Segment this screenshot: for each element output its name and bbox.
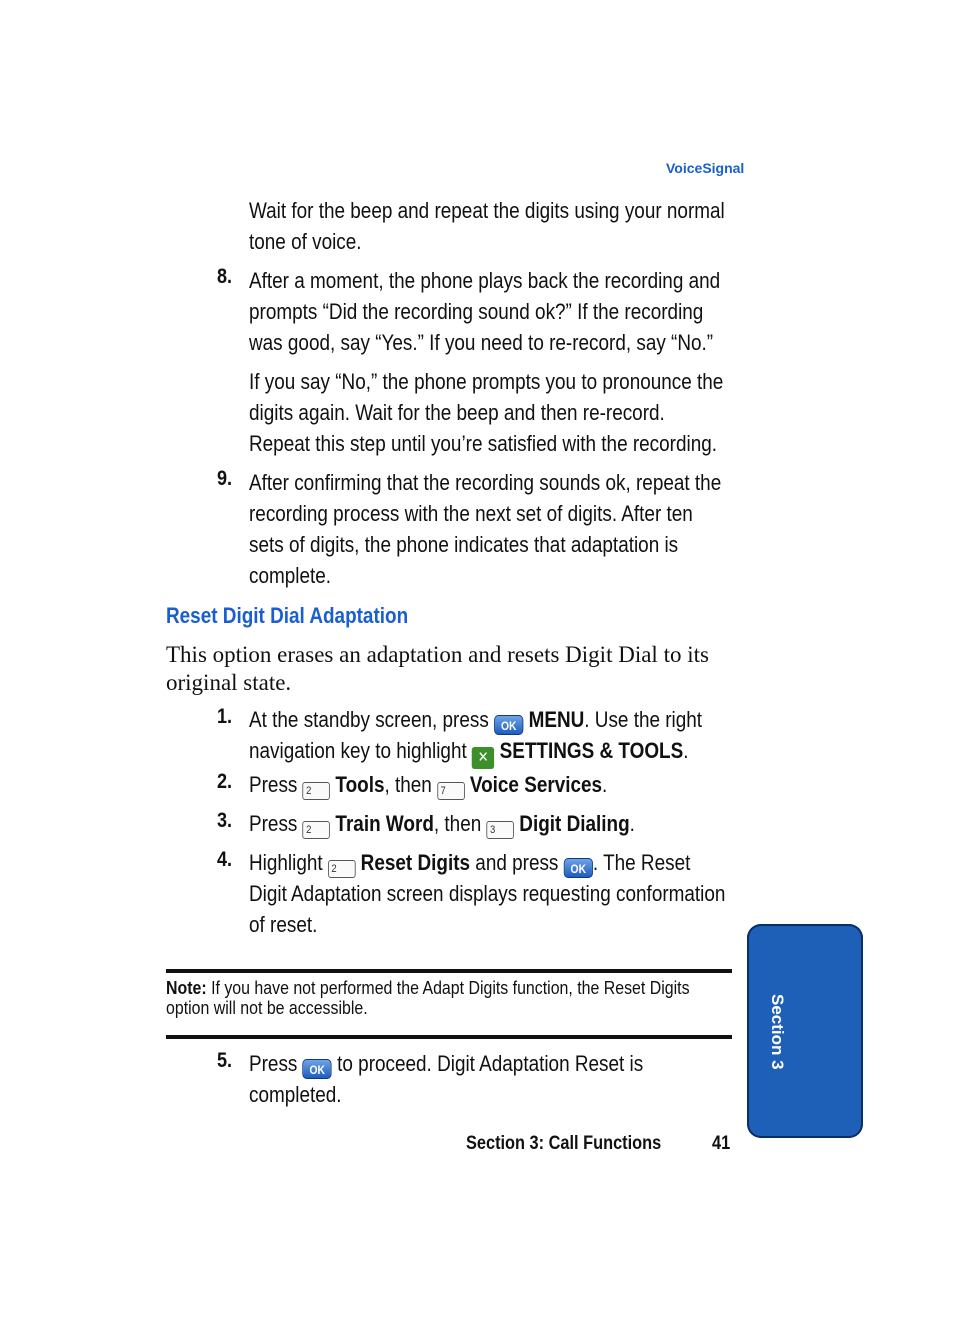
step-1-text: At the standby screen, press OK MENU. Use the right navigation key to highlight ✕ SETTINGS & TOOLS.	[249, 704, 702, 769]
page-number: 41	[712, 1133, 731, 1154]
key-3-icon: 3	[487, 821, 515, 839]
key-2-icon: 2	[328, 860, 356, 878]
step-3-text: Press 2 Train Word, then 3 Digit Dialing.	[249, 808, 635, 839]
settings-tools-icon: ✕	[472, 747, 494, 769]
step-7-continuation: Wait for the beep and repeat the digits using your normal tone of voice.	[249, 198, 725, 254]
step-1-number: 1.	[217, 705, 233, 728]
section-side-tab	[747, 924, 863, 1138]
note-top-rule	[166, 969, 732, 973]
key-7-icon: 7	[437, 782, 465, 800]
step-4-text: Highlight 2 Reset Digits and press OK . The Reset Digit Adaptation screen displays requesting conformation of reset.	[249, 850, 726, 937]
step-4-number: 4.	[217, 848, 233, 871]
ok-key-icon: OK	[494, 715, 523, 735]
step-2-number: 2.	[217, 770, 233, 793]
step-8-text: After a moment, the phone plays back the recording and prompts “Did the recording sound ok?” If the recording was good, say “Yes.” If you need to re-record, say “No.”	[249, 268, 721, 355]
step-5-number: 5.	[217, 1049, 233, 1072]
step-9-text: After confirming that the recording sounds ok, repeat the recording process with the next set of digits. After ten sets of digits, the phone indicates that adaptation is complete.	[249, 470, 722, 588]
running-header: VoiceSignal	[666, 160, 745, 176]
step-3-number: 3.	[217, 809, 233, 832]
ok-key-icon: OK	[564, 858, 593, 878]
section-heading: Reset Digit Dial Adaptation	[166, 603, 409, 628]
step-9-number: 9.	[217, 467, 233, 490]
step-8-number: 8.	[217, 265, 233, 288]
note-bottom-rule	[166, 1035, 732, 1039]
footer-section-title: Section 3: Call Functions	[466, 1133, 662, 1154]
section-intro: This option erases an adaptation and resets Digit Dial to its original state.	[166, 642, 709, 695]
note-text: Note: If you have not performed the Adapt Digits function, the Reset Digits option will not be accessible.	[166, 977, 690, 1018]
key-2-icon: 2	[303, 821, 331, 839]
key-2-icon: 2	[303, 782, 331, 800]
step-8-extra: If you say “No,” the phone prompts you to pronounce the digits again. Wait for the beep and then re-record. Repeat this step until you’re satisfied with the recording.	[249, 369, 724, 456]
step-2-text: Press 2 Tools, then 7 Voice Services.	[249, 769, 607, 800]
side-tab-label: Section 3	[768, 994, 787, 1070]
step-5-text: Press OK to proceed. Digit Adaptation Reset is completed.	[249, 1051, 644, 1107]
ok-key-icon: OK	[303, 1059, 332, 1079]
